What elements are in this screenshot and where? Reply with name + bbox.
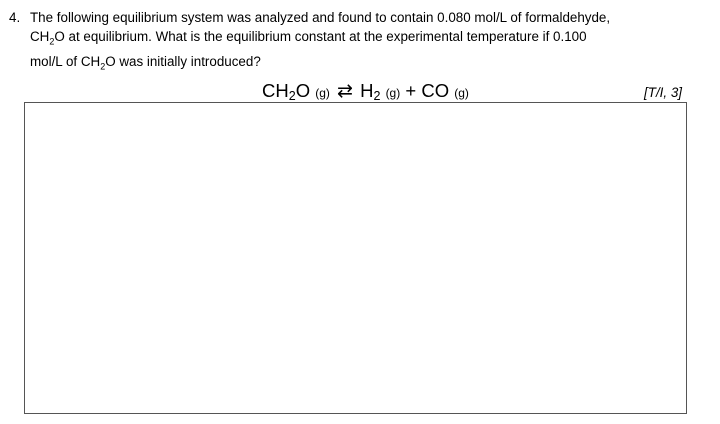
question-4 [9, 8, 709, 76]
question-number: 4. [9, 10, 21, 25]
product1-subscript: 2 [373, 89, 381, 103]
question-line-3-text-b: O was initially introduced? [105, 53, 261, 69]
answer-box[interactable] [24, 102, 687, 414]
question-line-3-text-a: mol/L of CH [30, 53, 101, 69]
formula-subscript: 2 [49, 36, 55, 47]
reactant-formula-tail: O [295, 80, 311, 101]
product2-state: (g) [454, 86, 469, 100]
reactant-state: (g) [315, 86, 330, 100]
equilibrium-arrow-icon: ⇄ [337, 81, 353, 102]
formula-ch: CH [30, 29, 50, 44]
marks-label: [T/I, 3] [644, 85, 682, 100]
question-line-3 [30, 52, 709, 77]
product1-state: (g) [385, 86, 401, 100]
reactant-subscript: 2 [288, 89, 296, 103]
question-line-2 [30, 27, 709, 52]
question-line-2-text: O at equilibrium. What is the equilibrium constant at the experimental temperature if 0.100 [54, 29, 587, 44]
question-text [30, 8, 709, 76]
product2-formula: CO [421, 80, 450, 101]
formula-subscript: 2 [100, 61, 106, 72]
question-line-1 [30, 8, 709, 27]
reactant-formula: CH [262, 80, 289, 101]
product1-formula: H [360, 80, 374, 101]
plus-sign: + [405, 80, 417, 101]
question-line-1-text: The following equilibrium system was analyzed and found to contain 0.080 mol/L of formaldehyde, [30, 10, 611, 25]
